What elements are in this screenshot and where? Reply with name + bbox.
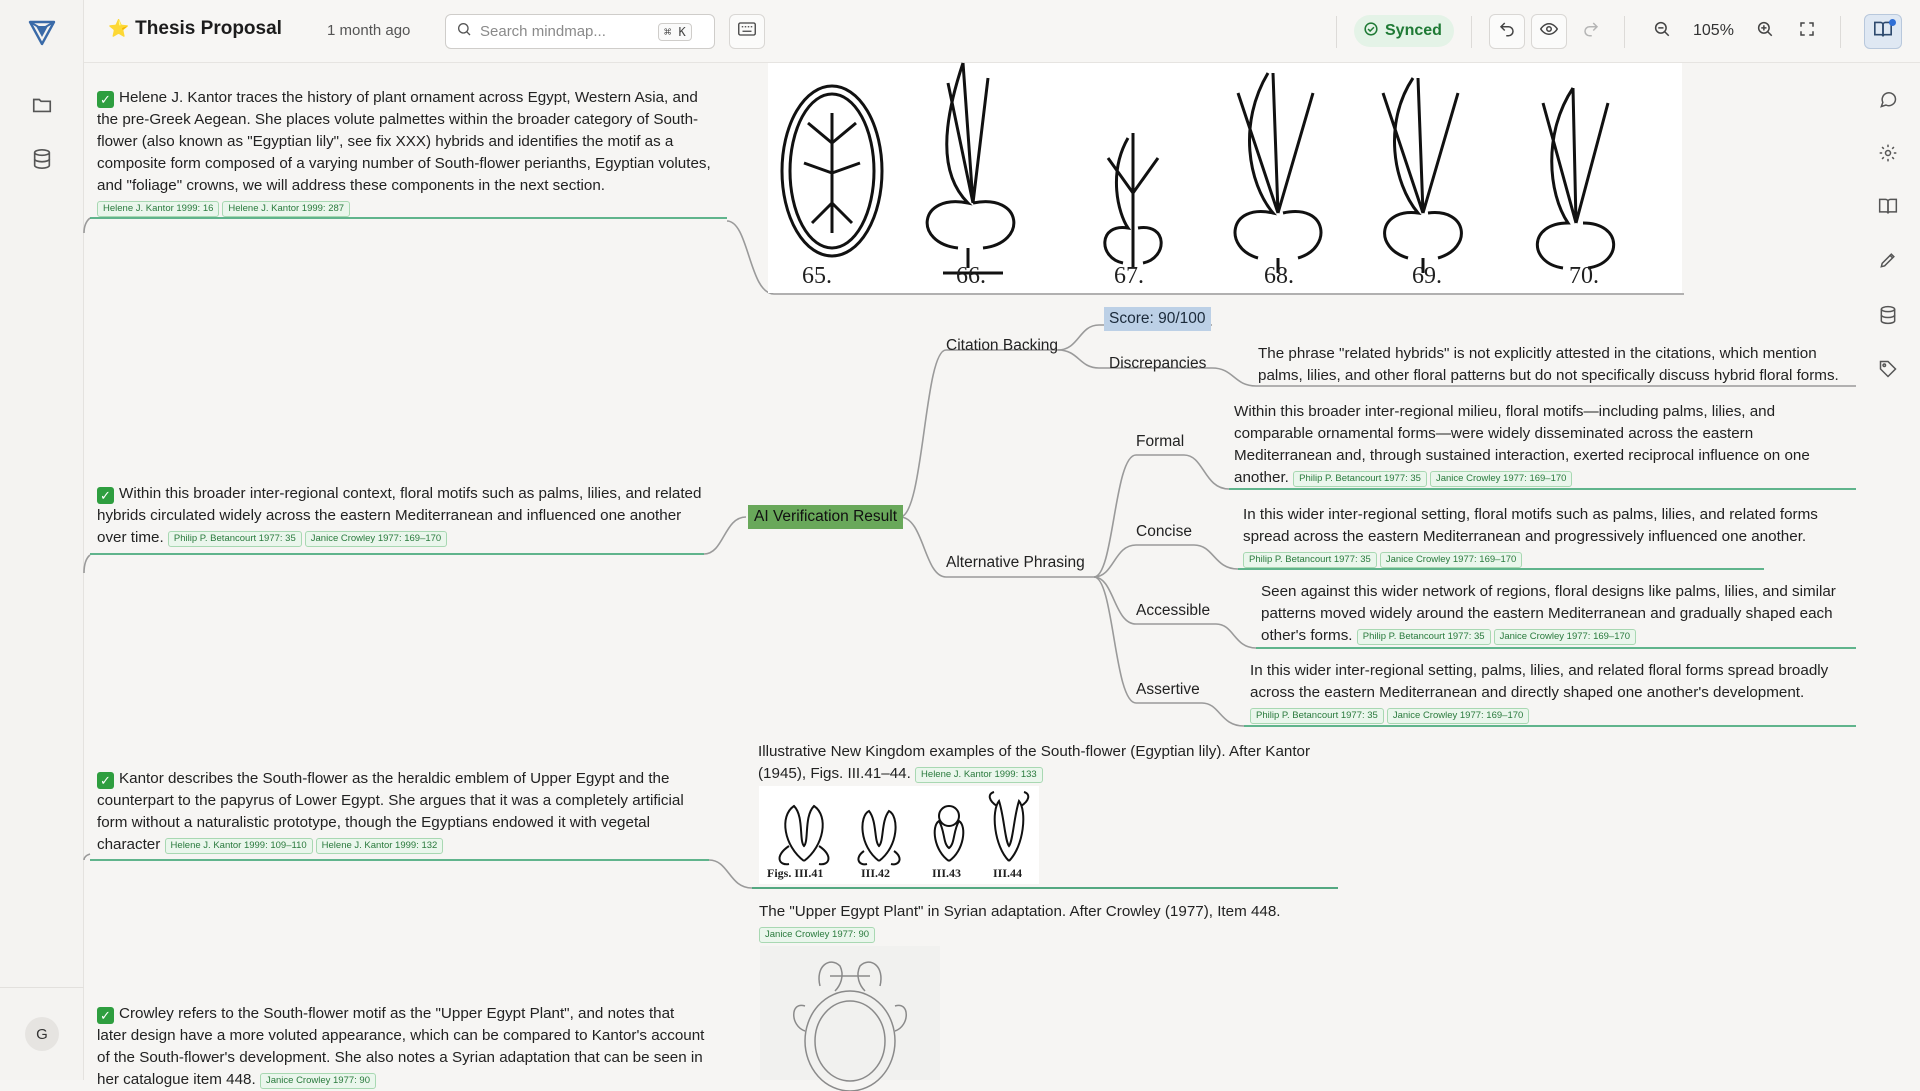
figure-image-syrian-adaptation[interactable]	[760, 946, 940, 1080]
citation-tag[interactable]: Philip P. Betancourt 1977: 35	[1243, 552, 1377, 568]
citation-tag[interactable]: Janice Crowley 1977: 169–170	[1387, 708, 1529, 724]
star-icon[interactable]: ⭐	[108, 19, 130, 38]
preview-button[interactable]	[1531, 14, 1567, 49]
edge	[900, 350, 1058, 517]
mindmap-canvas[interactable]	[84, 63, 1856, 1088]
toolbar-separator	[1471, 16, 1472, 48]
citation-tag[interactable]: Janice Crowley 1977: 169–170	[1380, 552, 1522, 568]
citation-tag[interactable]: Janice Crowley 1977: 90	[759, 927, 875, 943]
figure-caption-node[interactable]	[758, 741, 1348, 785]
citation-tag[interactable]: Helene J. Kantor 1999: 133	[915, 767, 1043, 783]
left-rail	[0, 0, 84, 1080]
check-circle-icon	[1364, 22, 1378, 41]
plant-ornament-illustration	[768, 63, 1682, 293]
edge	[84, 555, 90, 573]
last-edited-time: 1 month ago	[327, 22, 411, 39]
plate-number: 68.	[1264, 263, 1294, 289]
shortcut-hint	[658, 23, 692, 41]
zoom-out-button[interactable]	[1644, 14, 1680, 49]
plate-number: 65.	[802, 263, 832, 289]
citation-tag[interactable]: Helene J. Kantor 1999: 132	[316, 838, 444, 854]
node-text: Crowley refers to the South-flower motif as the "Upper Egypt Plant", and notes that later design have a more voluted appearance, which can be compared to Kantor's account of the South-flower's development. She also notes a Syrian adaptation that can be seen in her catalogue item 448.	[97, 1005, 705, 1088]
alternative-phrasing-label[interactable]: Alternative Phrasing	[946, 554, 1085, 571]
comment-icon[interactable]	[1872, 83, 1904, 115]
alternative-text: In this wider inter-regional setting, palms, lilies, and related floral forms spread broadly across the eastern Mediterranean and directly shaped one another's development.	[1250, 662, 1829, 701]
right-rail	[1856, 63, 1920, 1080]
discrepancies-label[interactable]: Discrepancies	[1109, 355, 1207, 372]
citation-tag[interactable]: Janice Crowley 1977: 169–170	[1430, 471, 1572, 487]
search-box[interactable]	[445, 14, 715, 49]
thesis-node[interactable]	[97, 1003, 707, 1091]
citation-tag[interactable]: Janice Crowley 1977: 169–170	[1494, 629, 1636, 645]
figure-label: III.44	[993, 866, 1023, 880]
avatar-initial: G	[36, 1025, 48, 1043]
node-text: Within this broader inter-regional context, floral motifs such as palms, lilies, and related hybrids circulated widely across the eastern Mediterranean and influenced one another over time.	[97, 485, 702, 546]
notification-dot	[1889, 19, 1896, 26]
accessible-alternative[interactable]	[1261, 581, 1861, 647]
gear-icon[interactable]	[1872, 137, 1904, 169]
plate-number: 67.	[1114, 263, 1144, 289]
edge	[1216, 624, 1256, 648]
database-icon[interactable]	[26, 143, 58, 175]
figure-caption-node[interactable]	[759, 901, 1349, 945]
edge	[1194, 545, 1238, 569]
edge	[1184, 455, 1229, 489]
shortcut-mod: ⌘	[664, 24, 672, 39]
edge	[1202, 703, 1244, 726]
sync-status-badge	[1354, 15, 1454, 47]
reader-panel-toggle[interactable]	[1864, 14, 1902, 49]
citation-tag[interactable]: Philip P. Betancourt 1977: 35	[1357, 629, 1491, 645]
citation-backing-label[interactable]: Citation Backing	[946, 337, 1059, 354]
fullscreen-button[interactable]	[1789, 14, 1825, 49]
concise-label[interactable]: Concise	[1136, 523, 1192, 540]
zoom-level: 105%	[1693, 22, 1734, 39]
score-badge[interactable]: Score: 90/100	[1104, 307, 1211, 331]
toolbar-separator	[1624, 16, 1625, 48]
figure-image-plates-65-70[interactable]	[768, 63, 1682, 293]
zoom-in-icon	[1756, 20, 1774, 43]
toolbar-separator	[1336, 16, 1337, 48]
edge	[1094, 545, 1194, 577]
check-icon[interactable]: ✓	[97, 772, 114, 789]
search-icon	[456, 21, 472, 42]
keyboard-shortcuts-button[interactable]	[729, 14, 765, 49]
document-title-text: Thesis Proposal	[135, 18, 282, 39]
citation-tag[interactable]: Helene J. Kantor 1999: 109–110	[165, 838, 313, 854]
concise-alternative[interactable]	[1243, 504, 1863, 570]
check-icon[interactable]: ✓	[97, 487, 114, 504]
citation-tag[interactable]: Philip P. Betancourt 1977: 35	[1293, 471, 1427, 487]
undo-button[interactable]	[1489, 14, 1525, 49]
rail-divider	[0, 987, 84, 988]
book-icon[interactable]	[1872, 190, 1904, 222]
document-title[interactable]	[108, 18, 282, 40]
plate-number: 66.	[956, 263, 986, 289]
citation-tag[interactable]: Janice Crowley 1977: 90	[260, 1073, 376, 1089]
edge	[1094, 455, 1184, 577]
zoom-in-button[interactable]	[1747, 14, 1783, 49]
folder-icon[interactable]	[26, 89, 58, 121]
alternative-text: Within this broader inter-regional milieu, floral motifs—including palms, lilies, and comparable ornamental forms—were widely disseminated across the eastern Mediterranean and, through sustained interaction, exerted reciprocal influence on one another.	[1234, 403, 1810, 486]
discrepancy-text[interactable]: The phrase "related hybrids" is not explicitly attested in the citations, which mention palms, lilies, and other floral patterns but do not specifically discuss hybrid floral forms.	[1258, 345, 1839, 384]
edge	[84, 854, 90, 860]
citation-tag[interactable]: Helene J. Kantor 1999: 16	[97, 201, 219, 217]
node-text: Helene J. Kantor traces the history of plant ornament across Egypt, Western Asia, and the pre-Greek Aegean. She places volute palmettes within the broader category of South-flower (also known as "Egyptian lily", see fix XXX) hybrids and identifies the motif as a composite form composed of a varying number of South-flower perianths, Egyptian volutes, and "foliage" crowns, we will address these components in the next section.	[97, 89, 711, 194]
citation-tag[interactable]: Helene J. Kantor 1999: 287	[222, 201, 350, 217]
accessible-label[interactable]: Accessible	[1136, 602, 1211, 619]
check-icon[interactable]: ✓	[97, 91, 114, 108]
eye-icon	[1539, 20, 1559, 43]
sync-status-label: Synced	[1385, 22, 1442, 39]
top-bar	[84, 0, 1920, 63]
edge	[704, 517, 746, 554]
citation-tag[interactable]: Janice Crowley 1977: 169–170	[305, 531, 447, 547]
formal-alternative[interactable]	[1234, 401, 1854, 489]
citation-tag[interactable]: Philip P. Betancourt 1977: 35	[1250, 708, 1384, 724]
tag-icon[interactable]	[1872, 353, 1904, 385]
pen-icon[interactable]	[1872, 244, 1904, 276]
thesis-node[interactable]	[97, 768, 717, 856]
fullscreen-icon	[1798, 20, 1816, 43]
syrian-adaptation-illustration	[760, 946, 940, 1080]
redo-button[interactable]	[1573, 14, 1609, 49]
assertive-alternative[interactable]	[1250, 660, 1855, 726]
shortcut-key: K	[678, 24, 686, 39]
citation-tag[interactable]: Philip P. Betancourt 1977: 35	[168, 531, 302, 547]
figure-label: III.42	[861, 866, 891, 880]
figure-label: Figs. III.41	[767, 866, 824, 880]
zoom-out-icon	[1653, 20, 1671, 43]
plate-number: 70.	[1569, 263, 1599, 289]
alternative-text: Seen against this wider network of regions, floral designs like palms, lilies, and similar patterns moved widely around the eastern Mediterranean and gradually shaped each other's forms.	[1261, 583, 1836, 644]
thesis-node[interactable]	[97, 483, 702, 549]
thesis-node[interactable]	[97, 87, 722, 219]
figure-caption: Illustrative New Kingdom examples of the South-flower (Egyptian lily). After Kantor (1945), Figs. III.41–44.	[758, 743, 1311, 782]
keyboard-icon	[738, 22, 756, 41]
database-icon[interactable]	[1872, 299, 1904, 331]
formal-label[interactable]: Formal	[1136, 433, 1185, 450]
check-icon[interactable]: ✓	[97, 1007, 114, 1024]
app-logo-icon[interactable]	[26, 16, 58, 48]
figure-caption: The "Upper Egypt Plant" in Syrian adaptation. After Crowley (1977), Item 448.	[759, 903, 1281, 920]
edge	[84, 218, 90, 233]
alternative-text: In this wider inter-regional setting, floral motifs such as palms, lilies, and related forms spread across the eastern Mediterranean and progressively influenced one another.	[1243, 506, 1818, 545]
assertive-label[interactable]: Assertive	[1136, 681, 1200, 698]
node-text: Kantor describes the South-flower as the heraldic emblem of Upper Egypt and the counterpart to the papyrus of Lower Egypt. She argues that it was a completely artificial form without a naturalistic prototype, though the Egyptians endowed it with vegetal character	[97, 770, 684, 853]
search-input[interactable]	[480, 23, 650, 40]
undo-icon	[1498, 20, 1516, 43]
figure-image-south-flower[interactable]	[759, 786, 1039, 884]
redo-icon	[1582, 20, 1600, 43]
ai-verification-badge[interactable]: AI Verification Result	[748, 505, 903, 529]
plate-number: 69.	[1412, 263, 1442, 289]
toolbar-separator	[1840, 16, 1841, 48]
figure-label: III.43	[932, 866, 962, 880]
user-avatar[interactable]	[25, 1017, 59, 1051]
